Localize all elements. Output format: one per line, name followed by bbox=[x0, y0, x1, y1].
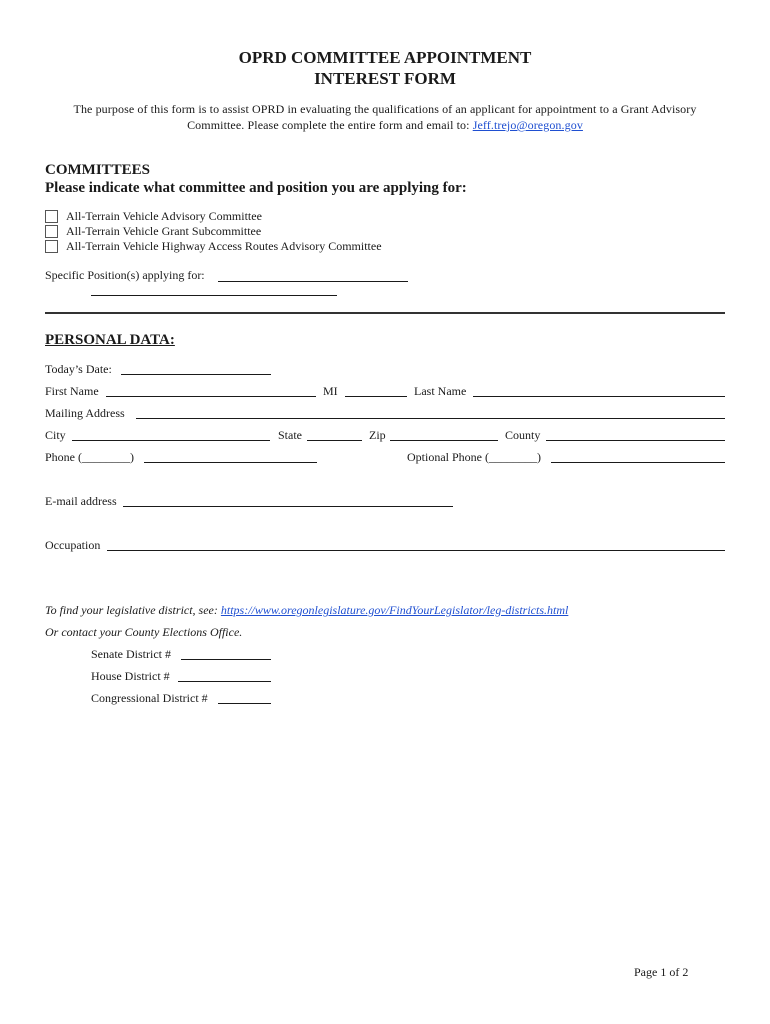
email-label: E-mail address bbox=[45, 494, 117, 508]
page-number: Page 1 of 2 bbox=[634, 965, 689, 979]
committee-option-label: All-Terrain Vehicle Highway Access Routes Advisory Committee bbox=[66, 239, 382, 253]
email-field[interactable] bbox=[123, 506, 453, 507]
intro-text-line1: The purpose of this form is to assist OPRD in evaluating the qualifications of an applicant for appointment to a Grant Advisory bbox=[73, 102, 697, 116]
email-link[interactable]: Jeff.trejo@oregon.gov bbox=[472, 118, 583, 132]
personal-data-heading: PERSONAL DATA: bbox=[45, 332, 175, 348]
occupation-label: Occupation bbox=[45, 538, 101, 552]
house-district-field[interactable] bbox=[178, 681, 271, 682]
congressional-district-label: Congressional District # bbox=[91, 691, 208, 705]
specific-position-field-continued[interactable] bbox=[91, 295, 337, 296]
optional-phone-label: Optional Phone (________) bbox=[407, 450, 541, 464]
district-contact-text: Or contact your County Elections Office. bbox=[45, 625, 243, 639]
committee-option-label: All-Terrain Vehicle Advisory Committee bbox=[66, 209, 262, 223]
committee-option-atv-highway[interactable] bbox=[45, 239, 382, 254]
legislative-district-link[interactable]: https://www.oregonlegislature.gov/FindYourLegislator/leg-districts.html bbox=[220, 603, 569, 617]
last-name-label: Last Name bbox=[414, 384, 467, 398]
mi-field[interactable] bbox=[345, 396, 407, 397]
checkbox[interactable] bbox=[45, 225, 58, 238]
city-field[interactable] bbox=[72, 440, 270, 441]
last-name-field[interactable] bbox=[473, 396, 725, 397]
city-label: City bbox=[45, 428, 66, 442]
district-find-text bbox=[45, 603, 568, 618]
state-field[interactable] bbox=[307, 440, 362, 441]
committees-heading: COMMITTEES bbox=[45, 162, 151, 178]
state-label: State bbox=[278, 428, 302, 442]
checkbox[interactable] bbox=[45, 240, 58, 253]
first-name-field[interactable] bbox=[106, 396, 316, 397]
mailing-address-label: Mailing Address bbox=[45, 406, 125, 420]
section-divider bbox=[45, 312, 725, 314]
intro-text-line2 bbox=[40, 117, 730, 133]
committee-option-atv-advisory[interactable] bbox=[45, 209, 382, 224]
todays-date-label: Today’s Date: bbox=[45, 362, 112, 376]
specific-position-label: Specific Position(s) applying for: bbox=[45, 268, 205, 282]
committees-prompt: Please indicate what committee and position you are applying for: bbox=[45, 180, 467, 196]
form-title-line1: OPRD COMMITTEE APPOINTMENT bbox=[238, 48, 532, 67]
mailing-address-field[interactable] bbox=[136, 418, 725, 419]
committee-option-atv-grant[interactable] bbox=[45, 224, 382, 239]
occupation-field[interactable] bbox=[107, 550, 725, 551]
phone-field[interactable] bbox=[144, 462, 317, 463]
zip-field[interactable] bbox=[390, 440, 498, 441]
senate-district-field[interactable] bbox=[181, 659, 271, 660]
first-name-label: First Name bbox=[45, 384, 99, 398]
committee-options bbox=[45, 209, 382, 254]
mi-label: MI bbox=[323, 384, 338, 398]
district-find-prefix: To find your legislative district, see: bbox=[45, 603, 221, 617]
todays-date-field[interactable] bbox=[121, 374, 271, 375]
optional-phone-field[interactable] bbox=[551, 462, 725, 463]
county-label: County bbox=[505, 428, 541, 442]
senate-district-label: Senate District # bbox=[91, 647, 171, 661]
zip-label: Zip bbox=[369, 428, 386, 442]
phone-label: Phone (________) bbox=[45, 450, 134, 464]
county-field[interactable] bbox=[546, 440, 725, 441]
specific-position-field[interactable] bbox=[218, 281, 408, 282]
checkbox[interactable] bbox=[45, 210, 58, 223]
intro-text-prefix: Committee. Please complete the entire form and email to: bbox=[187, 118, 473, 132]
form-title-line2: INTEREST FORM bbox=[314, 69, 456, 88]
house-district-label: House District # bbox=[91, 669, 170, 683]
committee-option-label: All-Terrain Vehicle Grant Subcommittee bbox=[66, 224, 262, 238]
congressional-district-field[interactable] bbox=[218, 703, 271, 704]
